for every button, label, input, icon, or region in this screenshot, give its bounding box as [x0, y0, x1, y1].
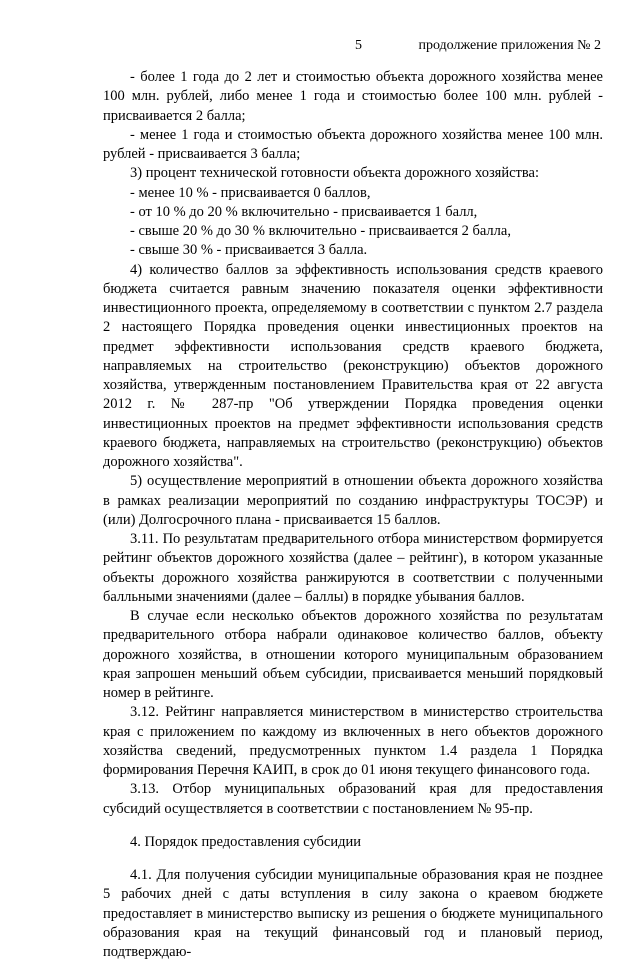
page-number: 5 — [355, 38, 362, 53]
paragraph-3-11-rating: 3.11. По результатам предварительного отбора министерством формируется рейтинг объектов дорожного хозяйства (далее – рейтинг), в котором указанные объекты дорожного хозяйства ранжируются в соответствии с полученными балльными значениями (далее – баллы) в порядке убывания баллов. — [103, 531, 603, 605]
paragraph-3-13-selection: 3.13. Отбор муниципальных образований края для предоставления субсидий осуществляется в соответствии с постановлением № 95-пр. — [103, 781, 603, 817]
paragraph-score-1-2-years: - более 1 года до 2 лет и стоимостью объекта дорожного хозяйства менее 100 млн. рублей, либо менее 1 года и стоимостью более 100 млн. рублей - присваивается 2 балла; — [103, 69, 603, 124]
paragraph-4-1-subsidy: 4.1. Для получения субсидии муниципальные образования края не позднее 5 рабочих дней с даты вступления в силу закона о краевом бюджете предоставляет в министерство выписку из решения о бюджете муниципального образования края на текущий финансовый год и плановый период, подтверждаю- — [103, 867, 603, 960]
paragraph-score-under-1-year: - менее 1 года и стоимостью объекта дорожного хозяйства менее 100 млн. рублей - присваивается 3 балла; — [103, 126, 603, 162]
paragraph-efficiency-score: 4) количество баллов за эффективность использования средств краевого бюджета считается равным значению показателя оценки эффективности инвестиционного проекта, определяемому в соответствии с пунктом 2.7 раздела 2 настоящего Порядка проведения оценки инвестиционных проектов на предмет эффективности использования средств краевого бюджета, направляемых на строительство (реконструкцию) объектов дорожного хозяйства, утвержденным постановлением Правительства края от 22 августа 2012 г. № 287-пр "Об утверждении Порядка проведения оценки инвестиционных проектов на предмет эффективности использования средств краевого бюджета, направляемых на строительство (реконструкцию) объектов дорожного хозяйства". — [103, 261, 603, 470]
page-header — [0, 38, 640, 58]
paragraph-toser-score: 5) осуществление мероприятий в отношении объекта дорожного хозяйства в рамках реализации мероприятий по созданию инфраструктуры ТОСЭР) и (или) Долгосрочного плана - присваивается 15 баллов. — [103, 473, 603, 528]
paragraph-readiness-over-30: - свыше 30 % - присваивается 3 балла. — [130, 242, 368, 259]
paragraph-readiness-heading: 3) процент технической готовности объекта дорожного хозяйства: — [130, 165, 539, 182]
paragraph-3-12-rating-sent: 3.12. Рейтинг направляется министерством в министерство строительства края с приложением по каждому из включенных в него объектов дорожного хозяйства сведений, предусмотренных пунктом 1.4 раздела 1 Порядка формирования Перечня КАИП, в срок до 01 июня текущего финансового года. — [103, 704, 603, 778]
paragraph-readiness-under-10: - менее 10 % - присваивается 0 баллов, — [130, 184, 371, 201]
paragraph-readiness-10-20: - от 10 % до 20 % включительно - присваивается 1 балл, — [130, 203, 478, 220]
paragraph-readiness-20-30: - свыше 20 % до 30 % включительно - присваивается 2 балла, — [130, 223, 511, 239]
paragraph-equal-scores: В случае если несколько объектов дорожного хозяйства по результатам предварительного отбора набрали одинаковое количество баллов, объекту дорожного хозяйства, в отношении которого муниципальным образованием края запрошен меньший объем субсидии, присваивается меньший порядковый номер в рейтинге. — [103, 608, 603, 701]
appendix-continuation-note: продолжение приложения № 2 — [418, 38, 601, 53]
section-heading: 4. Порядок предоставления субсидии — [130, 833, 361, 850]
document-body — [103, 68, 603, 962]
